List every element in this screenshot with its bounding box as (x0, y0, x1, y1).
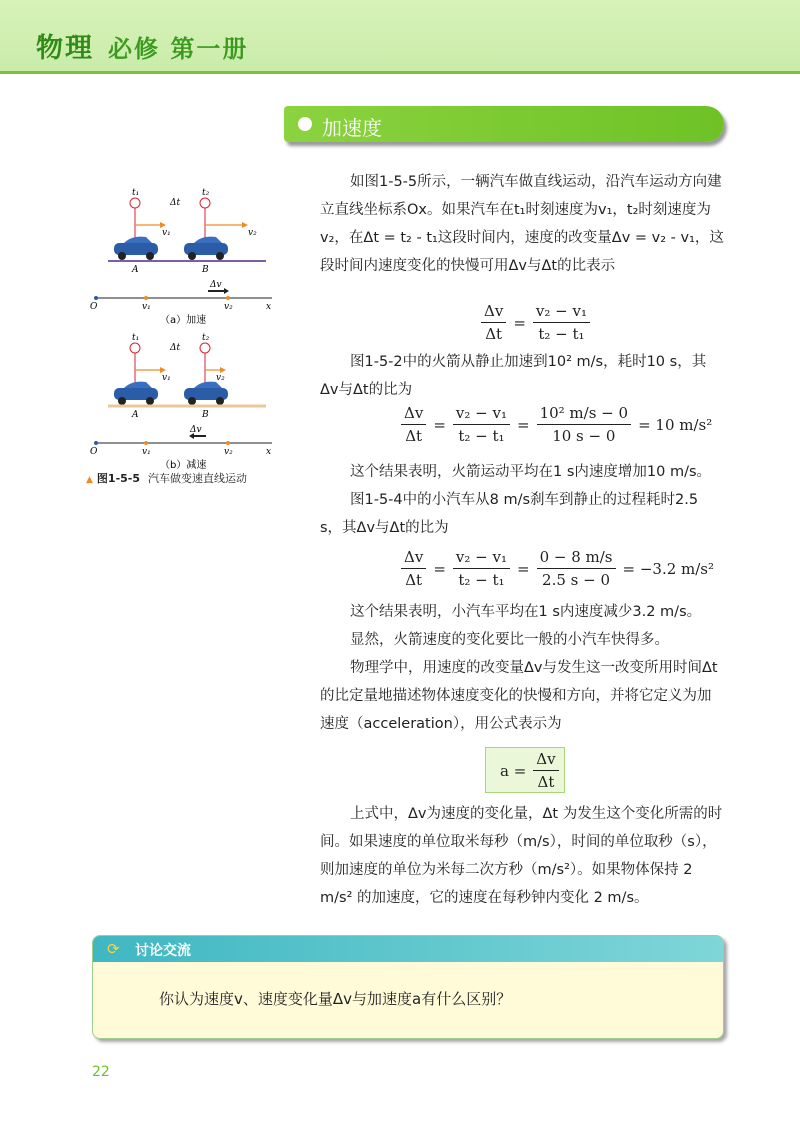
paragraph-8: 上式中，Δv为速度的变化量，Δt 为发生这个变化所需的时间。如果速度的单位取米每秒（m/s），时间的单位取秒（s），则加速度的单位为米每二次方秒（m/s²）。如果物体保持 2 m/s² 的加速度，它的速度在每秒钟内变化 2 m/s。 (320, 806, 723, 906)
formula-3: $\frac{\Delta v}{\Delta t}$ = $\frac{\text{v₂ − v₁}}{\text{t₂ − t₁}}$ = $\frac{0 - 8 m/s}{2.5 s - 0}$ = −3.2 m/s² (398, 548, 718, 589)
discussion-question: 你认为速度v、速度变化量Δv与加速度a有什么区别？ (159, 990, 512, 1008)
formula-2: $\frac{\Delta v}{\Delta t}$ = $\frac{\text{v₂ − v₁}}{\text{t₂ − t₁}}$ = $\frac{\text{10² m/s − 0}}{10 s - 0}$ = 10 m/s² (398, 404, 716, 445)
figure-1-5-5 (86, 185, 286, 485)
label-dt-b: Δt (170, 343, 181, 353)
paragraph-4: 图1-5-4中的小汽车从8 m/s刹车到静止的过程耗时2.5 s，其Δv与Δt的比为 (320, 492, 699, 536)
label-dv-a: Δv (210, 280, 222, 290)
book-title (36, 26, 248, 65)
label-v2-a: v₂ (248, 228, 257, 238)
discussion-box (92, 935, 724, 1039)
subcaption-a: （a）加速 (160, 315, 207, 326)
caption-text: 汽车做变速直线运动 (148, 472, 248, 485)
diagram-a (90, 188, 272, 312)
label-t2-b: t₂ (202, 333, 210, 343)
paragraph-7: 物理学中，用速度的改变量Δv与发生这一改变所用时间Δt的比定量地描述物体速度变化的快慢和方向，并将它定义为加速度（acceleration），用公式表示为 (320, 660, 718, 732)
paragraph-5: 这个结果表明，小汽车平均在1 s内速度减少3.2 m/s。 (350, 604, 702, 620)
label-v1-b: v₁ (162, 373, 171, 383)
label-x-b: x (266, 447, 272, 457)
label-O-a: O (90, 302, 98, 312)
label-v1-axis-b: v₁ (142, 447, 151, 457)
caption-number: 图1-5-5 (96, 472, 141, 485)
triangle-icon: ▲ (86, 475, 93, 485)
book-subtitle: 必修 第一册 (108, 35, 249, 63)
label-A-b: A (132, 410, 139, 420)
page-header (0, 0, 800, 74)
label-v1-a: v₁ (162, 228, 171, 238)
section-banner (284, 106, 724, 142)
paragraph-2: 图1-5-2中的火箭从静止加速到10² m/s，耗时10 s，其Δv与Δt的比为 (320, 354, 707, 398)
label-t2-a: t₂ (202, 188, 210, 198)
section-title: 加速度 (322, 116, 382, 140)
label-x-a: x (266, 302, 272, 312)
label-B-b: B (202, 410, 209, 420)
formula-4: a = $\frac{\Delta v}{\Delta t}$ (496, 750, 562, 791)
label-t1-b: t₁ (132, 333, 140, 343)
label-dt-a: Δt (170, 198, 181, 208)
subcaption-b: （b）减速 (160, 460, 207, 471)
label-O-b: O (90, 447, 98, 457)
discussion-title: 讨论交流 (135, 943, 191, 959)
book-title-main: 物理 (36, 33, 94, 64)
label-v2-axis-a: v₂ (224, 302, 233, 312)
bullet-icon (298, 117, 312, 131)
page-number: 22 (92, 1064, 110, 1080)
formula-1: $\frac{\Delta v}{\Delta t}$ = $\frac{\text{v₂ − v₁}}{\text{t₂ − t₁}}$ (478, 302, 593, 343)
discussion-header (93, 936, 724, 962)
label-A-a: A (132, 265, 139, 275)
refresh-arrows-icon: ⟳ (107, 940, 120, 958)
label-dv-b: Δv (190, 425, 202, 435)
label-v1-axis-a: v₁ (142, 302, 151, 312)
figure-caption (86, 470, 247, 486)
label-t1-a: t₁ (132, 188, 140, 198)
paragraph-3: 这个结果表明，火箭运动平均在1 s内速度增加10 m/s。 (350, 464, 712, 480)
label-v2-axis-b: v₂ (224, 447, 233, 457)
paragraph-6: 显然，火箭速度的变化要比一般的小汽车快得多。 (350, 632, 669, 648)
diagram-b (90, 333, 272, 457)
paragraph-1: 如图1-5-5所示，一辆汽车做直线运动，沿汽车运动方向建立直线坐标系Ox。如果汽车在t₁时刻速度为v₁，t₂时刻速度为v₂，在Δt = t₂ - t₁这段时间内，速度的改变量Δv = v₂ - v₁，这段时间内速度变化的快慢可用Δv与Δt的比表示 (320, 174, 724, 274)
car-motion-diagram (86, 185, 286, 485)
label-v2-b: v₂ (216, 373, 225, 383)
label-B-a: B (202, 265, 209, 275)
